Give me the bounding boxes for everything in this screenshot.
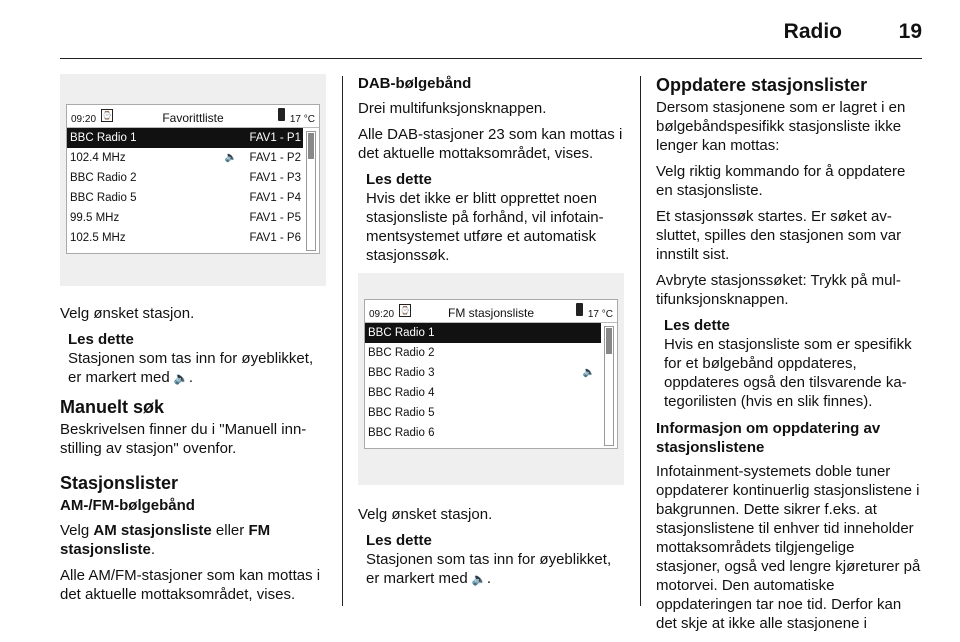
station-name: BBC Radio 2 <box>70 172 137 184</box>
column-2 <box>358 74 624 597</box>
paragraph: Drei multifunksjonsknappen. <box>358 100 547 117</box>
paragraph: Velg riktig kommando for å oppdatere en stasjonsliste. <box>656 163 906 199</box>
speaker-icon: 🔈 <box>471 572 487 586</box>
station-name: 102.5 MHz <box>70 232 126 244</box>
clock-icon: ⌚ <box>400 306 410 315</box>
display-screen <box>364 299 618 449</box>
screen-title: Favorittliste <box>162 111 224 125</box>
paragraph: Beskrivelsen finner du i "Manuell innstilling av stasjon" ovenfor. <box>60 421 307 457</box>
list-item[interactable] <box>67 148 303 168</box>
column-1 <box>60 74 326 611</box>
preset-label: FAV1 - P6 <box>249 232 301 244</box>
speaker-icon: 🔈 <box>224 152 237 163</box>
phone-icon <box>278 108 285 121</box>
phone-icon <box>576 303 583 316</box>
paragraph: Velg AM stasjonsliste eller FM stasjonsliste. <box>60 522 271 558</box>
preset-label: FAV1 - P4 <box>249 192 301 204</box>
subsection-heading: DAB-bølgebånd <box>358 75 472 92</box>
list-item[interactable] <box>67 228 303 248</box>
note-body: Stasjonen som tas inn for øyeblikket, er markert med 🔈. <box>366 551 612 587</box>
temperature: 17 °C <box>289 114 315 125</box>
page-header <box>0 0 960 62</box>
list-item[interactable] <box>67 128 303 148</box>
list-item[interactable] <box>67 168 303 188</box>
station-name: 99.5 MHz <box>70 212 120 224</box>
station-name: BBC Radio 5 <box>70 192 137 204</box>
speaker-icon: 🔈 <box>582 367 595 378</box>
section-heading: Stasjonslister <box>60 473 179 493</box>
list-item[interactable] <box>67 208 303 228</box>
list-item[interactable] <box>365 403 601 423</box>
note-heading: Les dette <box>68 331 134 348</box>
status-bar <box>67 105 319 128</box>
note <box>664 316 922 411</box>
status-bar <box>365 300 617 323</box>
note <box>366 531 624 589</box>
preset-label: FAV1 - P2 <box>249 152 301 164</box>
station-name: BBC Radio 4 <box>368 387 435 399</box>
header-rule <box>60 58 922 59</box>
station-name: BBC Radio 5 <box>368 407 435 419</box>
note <box>366 170 624 265</box>
temperature: 17 °C <box>587 309 613 320</box>
section-heading: Manuelt søk <box>60 397 165 417</box>
note-body: Stasjonen som tas inn for øyeblikket, er markert med 🔈. <box>68 350 314 386</box>
subsection-heading: AM-/FM-bølgebånd <box>60 497 195 514</box>
list-item[interactable] <box>365 383 601 403</box>
paragraph: Infotainment-systemets doble tuner oppdaterer kontinuerlig stasjonslistene i bakgrunnen. Dette sikrer f.eks. at stasjonslistene til enhver tid inneholder mottaksområdets tilgjengelige stasjoner, også ved lengre kjøreturer på motorvei. Den automatiske oppdateringen tar noe tid. Derfor kan det skje at ikke alle stasjonene i <box>656 463 921 632</box>
note-body: Hvis det ikke er blitt opprettet noen stasjonsliste på forhånd, vil infotainmentsystemet utføre et automatisk stasjonssøk. <box>366 190 604 264</box>
speaker-icon: 🔈 <box>173 371 189 385</box>
note-heading: Les dette <box>664 317 730 334</box>
favorites-list <box>67 128 319 248</box>
scrollbar[interactable] <box>604 326 614 446</box>
column-divider <box>640 76 641 606</box>
note-body: Hvis en stasjonsliste som er spesifikk for et bølgebånd oppdateres, oppdateres også den tilsvarende kategorilisten (hvis en slik finnes). <box>664 336 912 410</box>
clock-icon: ⌚ <box>102 111 112 120</box>
scrollbar-thumb[interactable] <box>606 328 612 354</box>
station-name: BBC Radio 1 <box>368 327 435 339</box>
list-item[interactable] <box>365 343 601 363</box>
list-item[interactable] <box>365 423 601 443</box>
fm-station-list-figure <box>358 273 624 485</box>
scrollbar[interactable] <box>306 131 316 251</box>
clock-time: 09:20 <box>369 309 395 320</box>
station-name: BBC Radio 1 <box>70 132 137 144</box>
preset-label: FAV1 - P1 <box>249 132 301 144</box>
column-3 <box>656 74 922 640</box>
note-heading: Les dette <box>366 532 432 549</box>
scrollbar-thumb[interactable] <box>308 133 314 159</box>
favorites-screen-figure <box>60 74 326 286</box>
section-heading: Oppdatere stasjonslister <box>656 75 868 95</box>
list-item[interactable] <box>365 363 601 383</box>
paragraph: Alle AM/FM-stasjoner som kan mottas i det aktuelle mottaksområdet, vises. <box>60 567 321 603</box>
paragraph: Velg ønsket stasjon. <box>358 506 493 523</box>
subsection-heading: Informasjon om oppdatering av stasjonslistene <box>656 420 881 456</box>
paragraph: Avbryte stasjonssøket: Trykk på multifunksjonsknappen. <box>656 272 901 308</box>
screen-title: FM stasjonsliste <box>447 306 535 320</box>
station-list <box>365 323 617 443</box>
clock-time: 09:20 <box>71 114 97 125</box>
page-number: 19 <box>898 20 922 43</box>
paragraph: Alle DAB-stasjoner 23 som kan mottas i det aktuelle mottaksområdet, vises. <box>358 126 623 162</box>
column-divider <box>342 76 343 606</box>
list-item[interactable] <box>67 188 303 208</box>
display-screen <box>66 104 320 254</box>
paragraph: Et stasjonssøk startes. Er søket avsluttet, spilles den stasjonen som var innstilt sist. <box>656 208 902 263</box>
preset-label: FAV1 - P5 <box>249 212 301 224</box>
station-name: BBC Radio 3 <box>368 367 435 379</box>
station-name: BBC Radio 6 <box>368 427 435 439</box>
page-title: Radio <box>783 20 842 43</box>
station-name: BBC Radio 2 <box>368 347 435 359</box>
paragraph: Velg ønsket stasjon. <box>60 305 195 322</box>
preset-label: FAV1 - P3 <box>249 172 301 184</box>
station-name: 102.4 MHz <box>70 152 126 164</box>
paragraph: Dersom stasjonene som er lagret i en bølgebåndspesifikk stasjonsliste ikke lenger kan mottas: <box>656 99 906 154</box>
note-heading: Les dette <box>366 171 432 188</box>
list-item[interactable] <box>365 323 601 343</box>
note <box>68 330 326 388</box>
